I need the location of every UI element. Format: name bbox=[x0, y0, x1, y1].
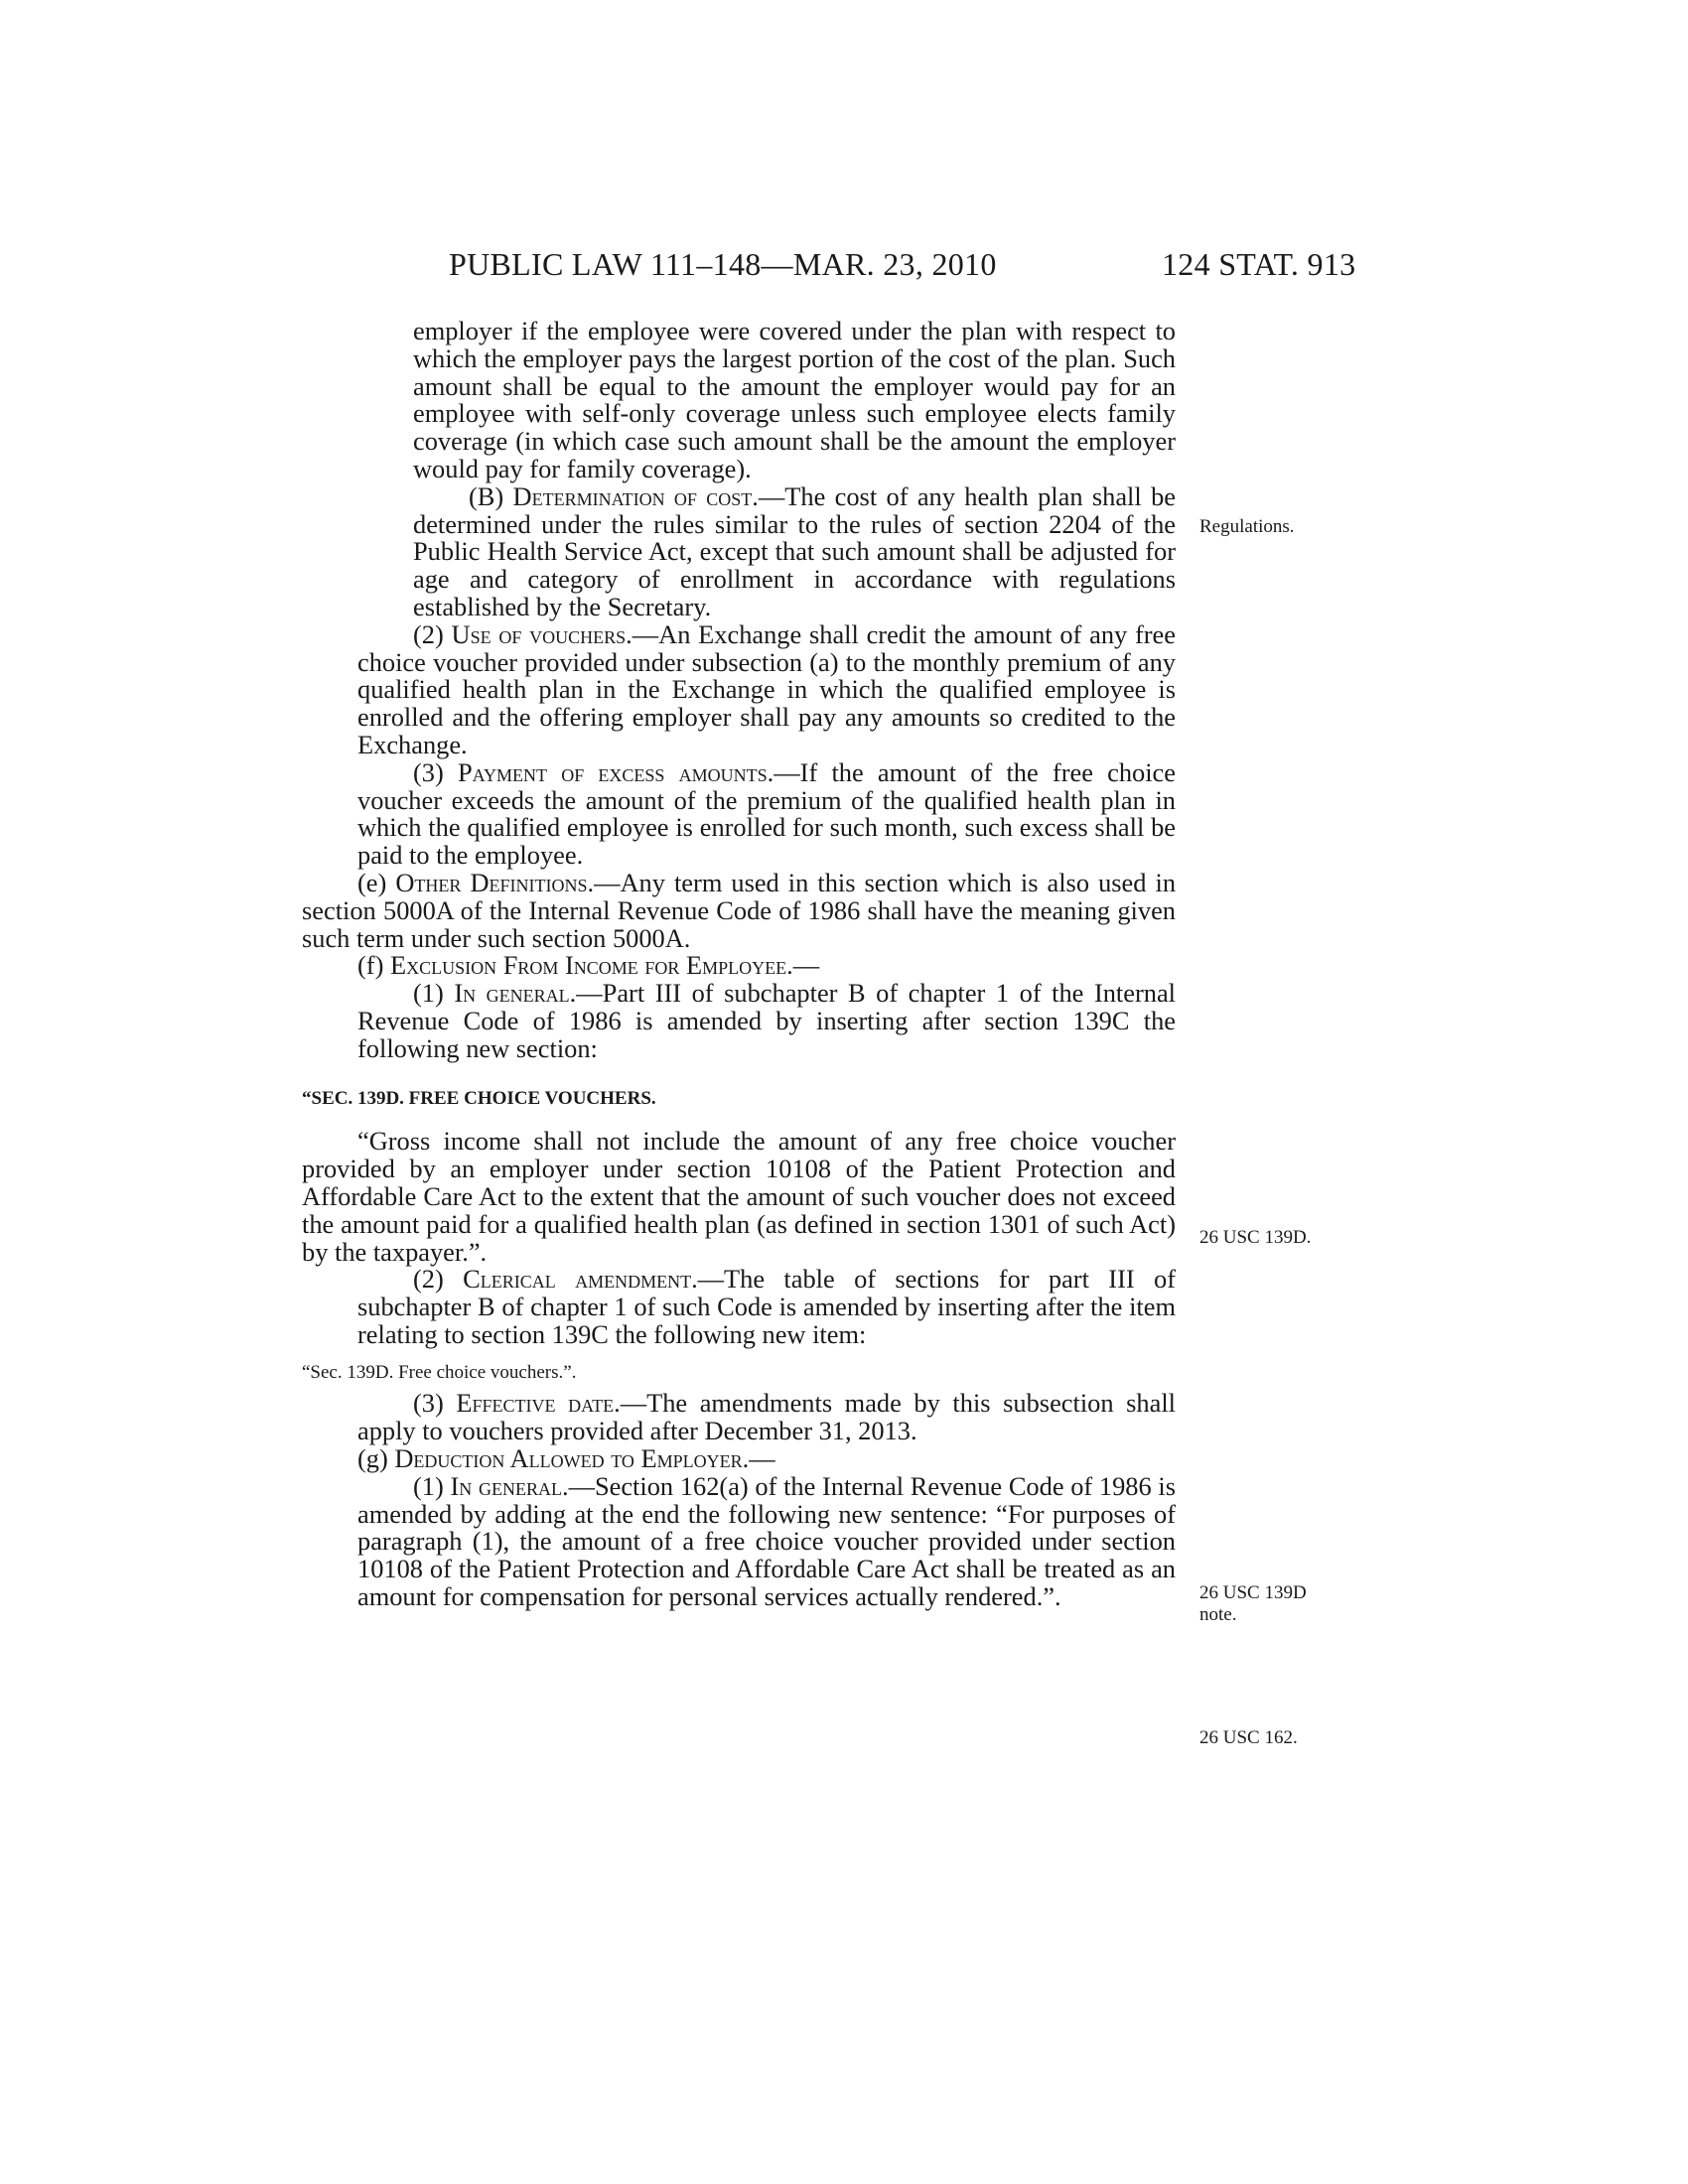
paragraph-text: .— bbox=[742, 1443, 775, 1474]
margin-note-regulations: Regulations. bbox=[1199, 516, 1295, 537]
paragraph-label: (f) bbox=[357, 950, 390, 981]
paragraph-heading: Clerical amendment bbox=[463, 1264, 692, 1295]
paragraph-text: .—The table of sections for part III of subchapter B of chapter 1 of such Code is amended by inserting after the item relating to section 139C the following new item: bbox=[357, 1264, 1176, 1349]
margin-note-26-usc-139d: 26 USC 139D. bbox=[1199, 1227, 1312, 1248]
paragraph-label: (2) bbox=[413, 618, 452, 649]
paragraph-heading: Exclusion From Income for Employee bbox=[389, 950, 787, 981]
section-text: “Gross income shall not include the amount of any free choice voucher provided by an employer under section 10108 of the Patient Protection and Affordable Care Act to the extent that the amount of such voucher does not exceed the amount paid for a qualified health plan (as defined in section 1301 of such Act) by the taxpayer.”. bbox=[302, 1126, 1176, 1267]
paragraph-label: (e) bbox=[357, 867, 396, 897]
paragraph-heading: Deduction Allowed to Employer bbox=[394, 1443, 743, 1474]
paragraph-heading: Determination of cost bbox=[512, 480, 753, 511]
running-header-title: PUBLIC LAW 111–148—MAR. 23, 2010 bbox=[449, 246, 997, 282]
paragraph-text: .—Any term used in this section which is also used in section 5000A of the Internal Revenue Code of 1986 shall have the meaning given such term under such section 5000A. bbox=[302, 867, 1177, 953]
paragraph-label: (B) bbox=[469, 480, 513, 511]
paragraph-b-determination-of-cost bbox=[413, 480, 1176, 621]
paragraph-2-use-of-vouchers bbox=[357, 618, 1176, 759]
paragraph-heading: Use of vouchers bbox=[451, 618, 627, 649]
paragraph-heading: Other Definitions bbox=[395, 867, 588, 897]
paragraph-label: (g) bbox=[357, 1443, 395, 1474]
body-text bbox=[302, 318, 1176, 1611]
paragraph-text: .—An Exchange shall credit the amount of any free choice voucher provided under subsection (a) to the monthly premium of any qualified health plan in the Exchange in which the qualified employee is enrolled and the offering employer shall pay any amounts so credited to the Exchange. bbox=[357, 618, 1176, 759]
margin-note-26-usc-162: 26 USC 162. bbox=[1199, 1727, 1298, 1748]
paragraph-label: (3) bbox=[413, 1388, 457, 1419]
paragraph-text: .—Section 162(a) of the Internal Revenue Code of 1986 is amended by adding at the end the following new sentence: “For purposes of paragraph (1), the amount of a free choice voucher provided under section 10108 of the Patient Protection and Affordable Care Act shall be treated as an amount for compensation for personal services actually rendered.”. bbox=[357, 1470, 1177, 1612]
paragraph-3-payment-of-excess bbox=[357, 756, 1176, 871]
paragraph-label: (1) bbox=[413, 1470, 451, 1501]
paragraph-f-exclusion bbox=[302, 952, 1176, 980]
paragraph-heading: Effective date bbox=[456, 1388, 615, 1419]
paragraph-text: .— bbox=[786, 950, 820, 981]
paragraph-f3-effective-date bbox=[357, 1390, 1176, 1445]
paragraph-text: .—Part III of subchapter B of chapter 1 of the Internal Revenue Code of 1986 is amended by inserting after section 139C the following new section: bbox=[357, 978, 1177, 1063]
table-of-sections-item: “Sec. 139D. Free choice vouchers.”. bbox=[302, 1361, 577, 1383]
paragraph-f1-in-general bbox=[357, 980, 1176, 1062]
paragraph-g-deduction bbox=[302, 1445, 1176, 1473]
paragraph-g1-in-general bbox=[357, 1470, 1177, 1612]
paragraph-heading: In general bbox=[454, 978, 570, 1009]
paragraph-e-other-definitions bbox=[302, 867, 1177, 953]
paragraph-text: .—The cost of any health plan shall be determined under the rules similar to the rules of section 2204 of the Public Health Service Act, except that such amount shall be adjusted for age and category of enrollment in accordance with regulations established by the Secretary. bbox=[413, 480, 1176, 621]
running-header-page-number: 124 STAT. 913 bbox=[1162, 246, 1356, 282]
paragraph-label: (1) bbox=[413, 978, 455, 1009]
paragraph-text: .—If the amount of the free choice voucher exceeds the amount of the premium of the qualified health plan in which the qualified employee is enrolled for such month, such excess shall be paid to the employee. bbox=[357, 756, 1176, 871]
paragraph-heading: In general bbox=[450, 1470, 562, 1501]
paragraph-continuation: employer if the employee were covered under the plan with respect to which the employer pays the largest portion of the cost of the plan. Such amount shall be equal to the amount the employer would pay for an employee with self-only coverage unless such employee elects family coverage (in which case such amount shall be the amount the employer would pay for family coverage). bbox=[413, 316, 1176, 483]
paragraph-label: (2) bbox=[413, 1264, 464, 1295]
margin-note-26-usc-139d-note-line2: note. bbox=[1199, 1604, 1237, 1625]
paragraph-text: .—The amendments made by this subsection shall apply to vouchers provided after December 31, 2013. bbox=[357, 1388, 1176, 1446]
margin-note-26-usc-139d-note-line1: 26 USC 139D bbox=[1199, 1582, 1307, 1603]
paragraph-label: (3) bbox=[413, 756, 458, 787]
section-heading: “SEC. 139D. FREE CHOICE VOUCHERS. bbox=[302, 1087, 656, 1109]
paragraph-heading: Payment of excess amounts bbox=[457, 756, 768, 787]
paragraph-f2-clerical bbox=[357, 1266, 1176, 1348]
